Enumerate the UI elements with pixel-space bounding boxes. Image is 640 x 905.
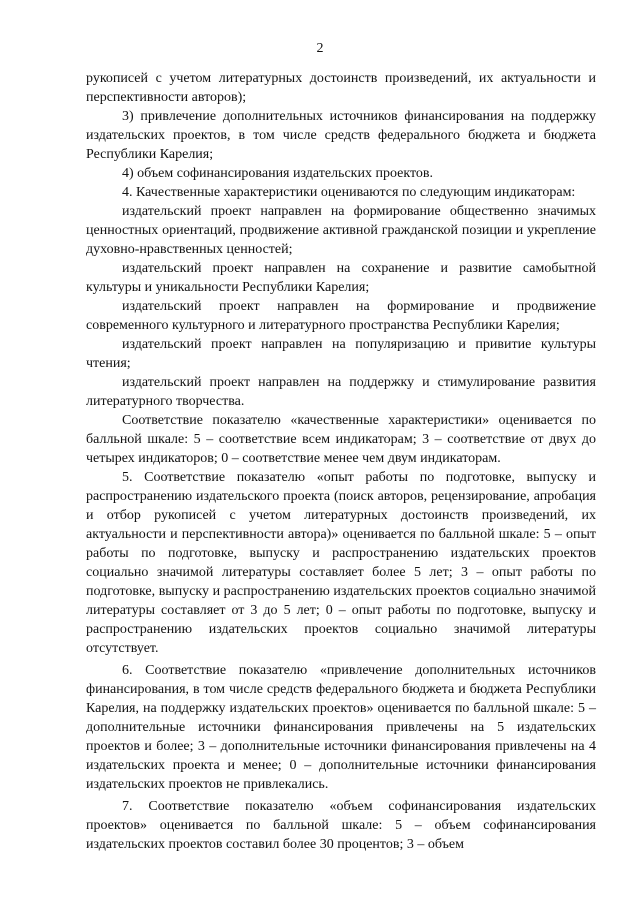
section-6: 6. Соответствие показателю «привлечение дополнительных источников финансирования, в том числе средств федерального бюджета и бюджета Республики Карелия, на поддержку издательских проектов» оценивается по балльной шкале: 5 – дополнительные источники финансирования привлечены на 5 издательских проектов и более; 3 – дополнительные источники финансирования привлечены на 4 издательских проекта и менее; 0 – дополнительные источники финансирования издательских проектов не привлекались. bbox=[86, 663, 596, 792]
section-5: 5. Соответствие показателю «опыт работы по подготовке, выпуску и распространению издательского проекта (поиск авторов, рецензирование, апробация и отбор рукописей с учетом литературных достоинств произведений, их актуальности и перспективности автора)» оценивается по балльной шкале: 5 – опыт работы по подготовке, выпуску и распространению издательских проектов социально значимой литературы составляет более 5 лет; 3 – опыт работы по подготовке, выпуску и распространению издательских проектов социально значимой литературы составляет от 3 до 5 лет; 0 – опыт работы по подготовке, выпуску и распространению издательских проектов социально значимой литературы отсутствует. bbox=[86, 470, 596, 656]
indicator-2: издательский проект направлен на сохранение и развитие самобытной культуры и уникальности Республики Карелия; bbox=[86, 261, 596, 295]
section-4-scoring: Соответствие показателю «качественные характеристики» оценивается по балльной шкале: 5 – соответствие всем индикаторам; 3 – соответствие от двух до четырех индикаторов; 0 – соответствие менее чем двум индикаторам. bbox=[86, 413, 596, 466]
section-4-heading: 4. Качественные характеристики оцениваются по следующим индикаторам: bbox=[122, 185, 576, 200]
list-item-3: 3) привлечение дополнительных источников финансирования на поддержку издательских проектов, в том числе средств федерального бюджета и бюджета Республики Карелия; bbox=[86, 109, 596, 162]
indicator-1: издательский проект направлен на формирование общественно значимых ценностных ориентаций, продвижение активной гражданской позиции и укрепление духовно-нравственных ценностей; bbox=[86, 204, 596, 257]
indicator-3: издательский проект направлен на формирование и продвижение современного культурного и литературного пространства Республики Карелия; bbox=[86, 299, 596, 333]
list-item-4: 4) объем софинансирования издательских проектов. bbox=[122, 166, 433, 181]
page-number: 2 bbox=[316, 41, 324, 56]
indicator-4: издательский проект направлен на популяризацию и привитие культуры чтения; bbox=[86, 337, 596, 371]
paragraph-continuation: рукописей с учетом литературных достоинств произведений, их актуальности и перспективности авторов); bbox=[86, 71, 596, 105]
section-7: 7. Соответствие показателю «объем софинансирования издательских проектов» оценивается по балльной шкале: 5 – объем софинансирования издательских проектов составил более 30 процентов; 3 – объем bbox=[86, 799, 596, 852]
document-body bbox=[86, 69, 596, 854]
indicator-5: издательский проект направлен на поддержку и стимулирование развития литературного творчества. bbox=[86, 375, 596, 409]
